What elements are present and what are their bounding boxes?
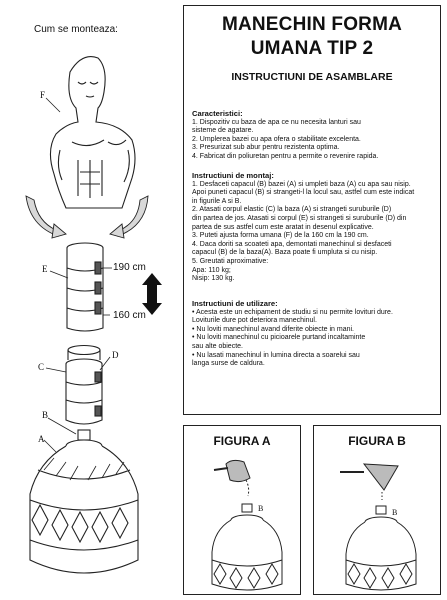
height-adjust-arrow	[142, 273, 162, 315]
characteristics-line: 1. Dispozitiv cu baza de apa ce nu necesita lanturi sau	[192, 118, 361, 126]
figure-b-label-b: B	[392, 508, 398, 517]
figure-b-panel	[313, 425, 441, 595]
usage-line: sau alte obiecte.	[192, 342, 243, 350]
characteristics-section	[192, 110, 435, 162]
base-part-a	[30, 440, 138, 573]
usage-line: • Nu loviti manechinul avand diferite obiecte in mani.	[192, 325, 354, 333]
label-c: C	[38, 362, 45, 372]
characteristics-line: 2. Umplerea bazei cu apa ofera o stabilitate excelenta.	[192, 135, 361, 143]
height-max-label: 190 cm	[113, 262, 146, 273]
figure-a-drawing	[184, 456, 300, 594]
label-f: F	[40, 90, 46, 100]
label-e: E	[42, 264, 48, 274]
rotation-arrows	[26, 196, 148, 238]
label-b: B	[42, 410, 49, 420]
mannequin-diagram	[0, 0, 180, 600]
assembly-line: 3. Puteti ajusta forma umana (F) de la 160 cm la 190 cm.	[192, 232, 369, 240]
assembly-heading: Instructiuni de montaj:	[192, 171, 274, 180]
assembly-line: 5. Greutati aproximative:	[192, 257, 269, 265]
usage-line: • Nu lasati manechinul in lumina directa a soarelui sau	[192, 351, 360, 359]
assembly-line: din partea de jos. Atasati si corpul (E) si strangeti si suruburile (D) din	[192, 214, 407, 222]
cap-part-b	[78, 430, 90, 440]
usage-line: • Acesta este un echipament de studiu si nu permite lovituri dure.	[192, 308, 393, 316]
usage-line: Loviturile dure pot deteriora manechinul.	[192, 317, 317, 325]
label-d: D	[112, 350, 119, 360]
usage-heading: Instructiuni de utilizare:	[192, 299, 278, 308]
upper-body-part-e	[67, 243, 103, 331]
assembly-line: Nisip: 130 kg.	[192, 275, 235, 283]
lower-body-part-c	[66, 346, 102, 425]
title-line-1: MANECHIN FORMA	[221, 14, 403, 35]
usage-section	[192, 300, 435, 369]
assembly-line: partea de sus astfel cum este aratat in desenul explicative.	[192, 223, 374, 231]
subtitle: INSTRUCTIUNI DE ASAMBLARE	[231, 71, 393, 83]
instructions-panel	[183, 5, 441, 415]
characteristics-heading: Caracteristici:	[192, 109, 243, 118]
assembly-line: capacul (B) de la baza(A). Baza poate fi umpluta si cu nisip.	[192, 249, 378, 257]
usage-line: langa surse de caldura.	[192, 360, 265, 368]
figure-b-drawing	[314, 456, 440, 594]
assembly-section	[192, 172, 435, 284]
assembly-line: in figurile A si B.	[192, 197, 242, 205]
figure-b-title: FIGURA B	[348, 434, 406, 448]
assembly-line: 2. Atasati corpul elastic (C) la baza (A) si strangeti suruburile (D)	[192, 206, 392, 214]
diagram-heading: Cum se monteaza:	[34, 24, 118, 35]
characteristics-line: 3. Presurizat sub abur pentru rezistenta optima.	[192, 144, 340, 152]
figure-a-panel	[183, 425, 301, 595]
torso-part-f	[50, 57, 135, 208]
usage-line: • Nu loviti manechinul cu picioarele purtand incaltaminte	[192, 334, 366, 342]
characteristics-line: 4. Fabricat din poliuretan pentru a permite o revenire rapida.	[192, 152, 379, 160]
title-line-2: UMANA TIP 2	[250, 38, 374, 59]
assembly-line: 1. Desfaceti capacul (B) bazei (A) si umpleti baza (A) cu apa sau nisip.	[192, 180, 411, 188]
label-a: A	[38, 434, 45, 444]
assembly-line: Apa: 110 kg;	[192, 266, 231, 274]
figure-a-label-b: B	[258, 504, 264, 513]
height-min-label: 160 cm	[113, 310, 146, 321]
characteristics-line: sisteme de agatare.	[192, 127, 254, 135]
assembly-line: 4. Daca doriti sa scoateti apa, demontati manechinul si desfaceti	[192, 240, 392, 248]
assembly-line: Apoi puneti capacul (B) si strangeti-l la locul sau, astfel cum este indicat	[192, 189, 415, 197]
figure-a-title: FIGURA A	[213, 434, 271, 448]
